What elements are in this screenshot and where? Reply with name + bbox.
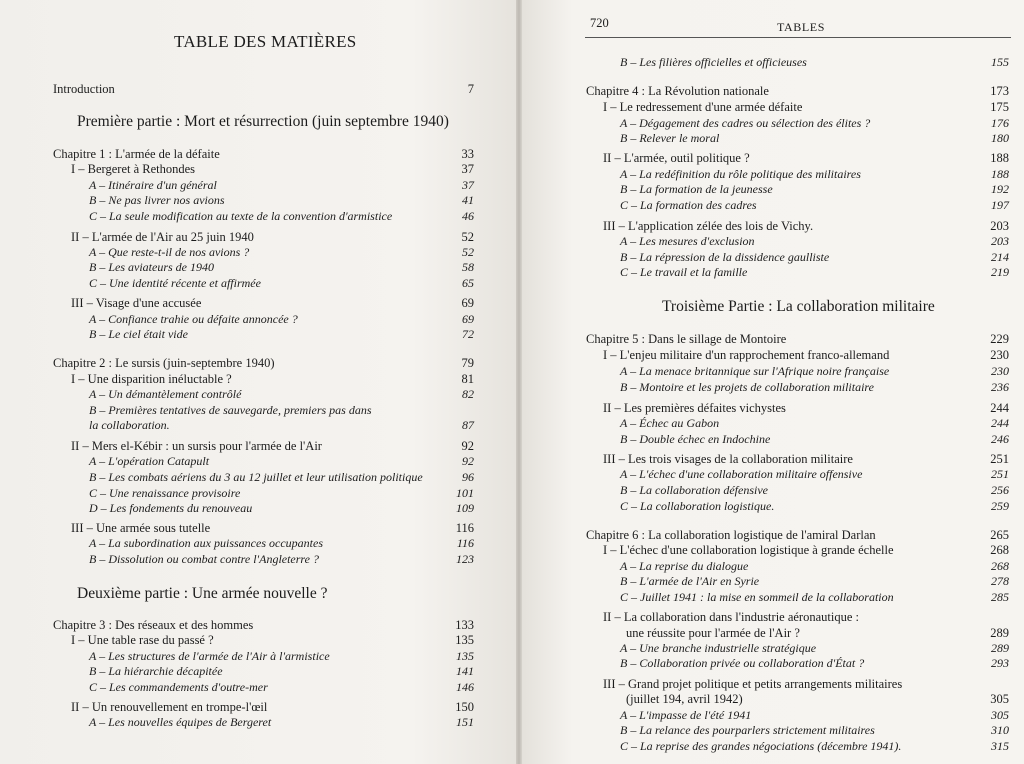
toc-entry-text: A – Dégagement des cadres ou sélection des élites ? bbox=[620, 116, 871, 130]
toc-subsection-entry bbox=[89, 403, 474, 418]
toc-entry-text: A – L'échec d'une collaboration militaire offensive bbox=[620, 467, 863, 481]
toc-page-number: 155 bbox=[991, 55, 1009, 69]
toc-subsection-entry bbox=[89, 454, 474, 469]
toc-entry-text: B – Collaboration privée ou collaboration d'État ? bbox=[620, 656, 865, 670]
toc-page-number: 92 bbox=[461, 439, 474, 453]
toc-page-number: 46 bbox=[462, 209, 474, 223]
running-head-title: TABLES bbox=[777, 20, 825, 34]
toc-subsection-entry bbox=[89, 209, 474, 224]
toc-page-number: 175 bbox=[990, 100, 1009, 114]
toc-page-number: 259 bbox=[991, 499, 1009, 513]
toc-subsection-entry bbox=[89, 276, 474, 291]
toc-section-entry bbox=[603, 348, 1009, 363]
toc-entry-text: D – Les fondements du renouveau bbox=[89, 501, 253, 515]
toc-chapter-entry bbox=[586, 84, 1009, 99]
toc-entry-text: A – La subordination aux puissances occupantes bbox=[89, 536, 323, 550]
toc-entry-text: A – La reprise du dialogue bbox=[620, 559, 749, 573]
toc-subsection-entry bbox=[89, 327, 474, 342]
toc-entries-right bbox=[522, 0, 1024, 764]
toc-entry-text: B – Ne pas livrer nos avions bbox=[89, 193, 225, 207]
toc-entry-text: A – Que reste-t-il de nos avions ? bbox=[89, 245, 250, 259]
toc-page-number: 52 bbox=[461, 230, 474, 244]
toc-entry-text: III – Visage d'une accusée bbox=[71, 296, 202, 310]
toc-entry-text: A – Un démantèlement contrôlé bbox=[89, 387, 242, 401]
toc-entry-text: I – Bergeret à Rethondes bbox=[71, 162, 196, 176]
toc-subsection-entry bbox=[620, 131, 1009, 146]
toc-subsection-entry bbox=[89, 245, 474, 260]
toc-entry-text: II – L'armée de l'Air au 25 juin 1940 bbox=[71, 230, 254, 244]
toc-entry-text: Chapitre 5 : Dans le sillage de Montoire bbox=[586, 332, 787, 346]
toc-page-number: 203 bbox=[991, 234, 1009, 248]
toc-entry-text: B – Double échec en Indochine bbox=[620, 432, 771, 446]
toc-page-number: 268 bbox=[990, 543, 1009, 557]
toc-page-number: 176 bbox=[991, 116, 1009, 130]
toc-chapter-entry bbox=[586, 332, 1009, 347]
toc-subsection-entry bbox=[89, 501, 474, 516]
toc-entry-text: A – Les nouvelles équipes de Bergeret bbox=[89, 715, 272, 729]
toc-page-number: 52 bbox=[462, 245, 474, 259]
toc-page-number: 305 bbox=[991, 708, 1009, 722]
toc-section-entry bbox=[71, 372, 474, 387]
toc-entry-text: C – Les commandements d'outre-mer bbox=[89, 680, 268, 694]
toc-page-number: 151 bbox=[456, 715, 474, 729]
toc-section-entry bbox=[71, 521, 474, 536]
toc-subsection-entry bbox=[620, 416, 1009, 431]
toc-entry-text: B – Montoire et les projets de collaboration militaire bbox=[620, 380, 874, 394]
toc-entry-text: B – Dissolution ou combat contre l'Angleterre ? bbox=[89, 552, 319, 566]
toc-page-number: 188 bbox=[990, 151, 1009, 165]
toc-page-number: 141 bbox=[456, 664, 474, 678]
toc-page-number: 133 bbox=[455, 618, 474, 632]
toc-subsection-entry bbox=[620, 483, 1009, 498]
toc-page-number: 150 bbox=[455, 700, 474, 714]
toc-subsection-entry bbox=[620, 364, 1009, 379]
toc-page-number: 289 bbox=[990, 626, 1009, 640]
toc-page-number: 214 bbox=[991, 250, 1009, 264]
toc-subsection-entry bbox=[620, 656, 1009, 671]
toc-entry-text: I – L'échec d'une collaboration logistique à grande échelle bbox=[603, 543, 894, 557]
toc-section-entry bbox=[603, 151, 1009, 166]
toc-page-number: 310 bbox=[991, 723, 1009, 737]
toc-entry-text: B – Les aviateurs de 1940 bbox=[89, 260, 214, 274]
toc-section-entry bbox=[71, 230, 474, 245]
toc-chapter-entry bbox=[53, 356, 474, 371]
toc-subsection-entry bbox=[89, 536, 474, 551]
toc-subsection-entry bbox=[89, 664, 474, 679]
toc-section-entry bbox=[71, 439, 474, 454]
toc-entry-text: B – L'armée de l'Air en Syrie bbox=[620, 574, 760, 588]
toc-entry-text: II – Mers el-Kébir : un sursis pour l'armée de l'Air bbox=[71, 439, 322, 453]
toc-page-number: 41 bbox=[462, 193, 474, 207]
toc-entry-text: B – La collaboration défensive bbox=[620, 483, 768, 497]
toc-subsection-entry bbox=[89, 470, 474, 485]
toc-section-entry bbox=[626, 626, 1009, 641]
toc-chapter-entry bbox=[586, 528, 1009, 543]
toc-page-number: 285 bbox=[991, 590, 1009, 604]
toc-entry-text: A – La menace britannique sur l'Afrique noire française bbox=[620, 364, 890, 378]
toc-entry-text: A – La redéfinition du rôle politique des militaires bbox=[620, 167, 861, 181]
toc-subsection-entry bbox=[620, 167, 1009, 182]
toc-page-number: 230 bbox=[991, 364, 1009, 378]
toc-entry-text: I – L'enjeu militaire d'un rapprochement franco-allemand bbox=[603, 348, 890, 362]
toc-entry-text: (juillet 194, avril 1942) bbox=[626, 692, 743, 706]
toc-page-number: 289 bbox=[991, 641, 1009, 655]
toc-entry-text: B – La formation de la jeunesse bbox=[620, 182, 773, 196]
toc-subsection-entry bbox=[89, 649, 474, 664]
toc-subsection-entry bbox=[620, 559, 1009, 574]
toc-section-entry bbox=[71, 700, 474, 715]
toc-subsection-entry bbox=[89, 312, 474, 327]
toc-page-number: 229 bbox=[990, 332, 1009, 346]
toc-section-entry bbox=[71, 633, 474, 648]
toc-entry-text: II – Un renouvellement en trompe-l'œil bbox=[71, 700, 268, 714]
toc-page-number: 135 bbox=[455, 633, 474, 647]
toc-entry-text: Chapitre 4 : La Révolution nationale bbox=[586, 84, 769, 98]
toc-page-number: 101 bbox=[456, 486, 474, 500]
right-page bbox=[522, 0, 1024, 764]
toc-entry-text: I – Le redressement d'une armée défaite bbox=[603, 100, 803, 114]
toc-subsection-entry bbox=[620, 234, 1009, 249]
toc-page-number: 33 bbox=[461, 147, 474, 161]
toc-entry-text: A – Confiance trahie ou défaite annoncée ? bbox=[89, 312, 298, 326]
toc-page-number: 72 bbox=[462, 327, 474, 341]
toc-entry-text: B – La relance des pourparlers strictement militaires bbox=[620, 723, 875, 737]
toc-entry-text: une réussite pour l'armée de l'Air ? bbox=[626, 626, 800, 640]
toc-entry-text: C – Le travail et la famille bbox=[620, 265, 748, 279]
toc-subsection-entry bbox=[89, 418, 474, 433]
toc-entry-text: la collaboration. bbox=[89, 418, 170, 432]
toc-entry-text: I – Une disparition inéluctable ? bbox=[71, 372, 232, 386]
toc-entry-text: A – L'opération Catapult bbox=[89, 454, 210, 468]
toc-chapter-entry bbox=[53, 618, 474, 633]
toc-subsection-entry bbox=[620, 182, 1009, 197]
toc-page-number: 96 bbox=[462, 470, 474, 484]
toc-entry-text: C – Une identité récente et affirmée bbox=[89, 276, 261, 290]
toc-section-entry bbox=[603, 677, 1009, 692]
toc-page-number: 146 bbox=[456, 680, 474, 694]
toc-subsection-entry bbox=[620, 198, 1009, 213]
toc-subsection-entry bbox=[89, 387, 474, 402]
toc-chapter-entry bbox=[53, 82, 474, 97]
toc-page-number: 293 bbox=[991, 656, 1009, 670]
toc-subsection-entry bbox=[89, 552, 474, 567]
toc-entry-text: Chapitre 6 : La collaboration logistique de l'amiral Darlan bbox=[586, 528, 876, 542]
toc-page-number: 82 bbox=[462, 387, 474, 401]
toc-page-number: 37 bbox=[462, 178, 474, 192]
toc-section-entry bbox=[71, 162, 474, 177]
toc-entry-text: B – La répression de la dissidence gaulliste bbox=[620, 250, 830, 264]
toc-page-number: 251 bbox=[991, 467, 1009, 481]
toc-subsection-entry bbox=[89, 680, 474, 695]
toc-entry-text: A – L'impasse de l'été 1941 bbox=[620, 708, 752, 722]
toc-section-entry bbox=[626, 692, 1009, 707]
toc-page-number: 69 bbox=[461, 296, 474, 310]
toc-page-number: 278 bbox=[991, 574, 1009, 588]
page-title: TABLE DES MATIÈRES bbox=[174, 32, 357, 51]
toc-page-number: 265 bbox=[990, 528, 1009, 542]
toc-entry-text: C – Juillet 1941 : la mise en sommeil de la collaboration bbox=[620, 590, 894, 604]
toc-section-entry bbox=[603, 610, 1009, 625]
toc-subsection-entry bbox=[89, 178, 474, 193]
toc-subsection-entry bbox=[89, 486, 474, 501]
toc-page-number: 230 bbox=[990, 348, 1009, 362]
toc-page-number: 192 bbox=[991, 182, 1009, 196]
toc-subsection-entry bbox=[620, 432, 1009, 447]
toc-subsection-entry bbox=[620, 265, 1009, 280]
toc-section-entry bbox=[603, 543, 1009, 558]
toc-subsection-entry bbox=[620, 250, 1009, 265]
toc-subsection-entry bbox=[620, 380, 1009, 395]
toc-entry-text: II – Les premières défaites vichystes bbox=[603, 401, 786, 415]
toc-entry-text: A – Une branche industrielle stratégique bbox=[620, 641, 817, 655]
toc-page-number: 92 bbox=[462, 454, 474, 468]
toc-subsection-entry bbox=[89, 193, 474, 208]
toc-subsection-entry bbox=[620, 55, 1009, 70]
toc-section-entry bbox=[603, 219, 1009, 234]
toc-subsection-entry bbox=[89, 260, 474, 275]
toc-subsection-entry bbox=[620, 708, 1009, 723]
toc-section-entry bbox=[603, 452, 1009, 467]
toc-page-number: 315 bbox=[991, 739, 1009, 753]
toc-page-number: 256 bbox=[991, 483, 1009, 497]
toc-entry-text: I – Une table rase du passé ? bbox=[71, 633, 214, 647]
toc-page-number: 219 bbox=[991, 265, 1009, 279]
toc-entry-text: C – Une renaissance provisoire bbox=[89, 486, 241, 500]
toc-page-number: 87 bbox=[462, 418, 474, 432]
toc-page-number: 116 bbox=[455, 521, 474, 535]
toc-page-number: 79 bbox=[461, 356, 474, 370]
toc-entry-text: II – L'armée, outil politique ? bbox=[603, 151, 750, 165]
toc-page-number: 7 bbox=[467, 82, 474, 96]
toc-page-number: 244 bbox=[990, 401, 1009, 415]
toc-page-number: 69 bbox=[462, 312, 474, 326]
toc-page-number: 244 bbox=[991, 416, 1009, 430]
toc-page-number: 236 bbox=[991, 380, 1009, 394]
toc-entry-text: B – La hiérarchie décapitée bbox=[89, 664, 223, 678]
page-number: 720 bbox=[590, 16, 609, 30]
toc-entry-text: C – La collaboration logistique. bbox=[620, 499, 775, 513]
toc-entry-text: II – La collaboration dans l'industrie aéronautique : bbox=[603, 610, 859, 624]
toc-page-number: 116 bbox=[456, 536, 474, 550]
toc-page-number: 135 bbox=[456, 649, 474, 663]
toc-entry-text: III – Une armée sous tutelle bbox=[71, 521, 211, 535]
toc-entry-text: B – Premières tentatives de sauvegarde, premiers pas dans bbox=[89, 403, 372, 417]
toc-subsection-entry bbox=[89, 715, 474, 730]
toc-entry-text: III – Grand projet politique et petits arrangements militaires bbox=[603, 677, 903, 691]
toc-entry-text: B – Les filières officielles et officieuses bbox=[620, 55, 807, 69]
toc-entry-text: A – Itinéraire d'un général bbox=[89, 178, 217, 192]
part-title: Première partie : Mort et résurrection (juin septembre 1940) bbox=[77, 113, 449, 130]
toc-page-number: 246 bbox=[991, 432, 1009, 446]
toc-chapter-entry bbox=[53, 147, 474, 162]
toc-page-number: 305 bbox=[990, 692, 1009, 706]
toc-subsection-entry bbox=[620, 574, 1009, 589]
toc-section-entry bbox=[603, 401, 1009, 416]
toc-page-number: 197 bbox=[991, 198, 1009, 212]
toc-section-entry bbox=[71, 296, 474, 311]
toc-entry-text: C – La formation des cadres bbox=[620, 198, 757, 212]
toc-entry-text: A – Les mesures d'exclusion bbox=[620, 234, 755, 248]
toc-page-number: 180 bbox=[991, 131, 1009, 145]
toc-page-number: 109 bbox=[456, 501, 474, 515]
toc-entry-text: A – Échec au Gabon bbox=[620, 416, 720, 430]
toc-subsection-entry bbox=[620, 723, 1009, 738]
toc-subsection-entry bbox=[620, 467, 1009, 482]
toc-page-number: 188 bbox=[991, 167, 1009, 181]
toc-page-number: 123 bbox=[456, 552, 474, 566]
toc-page-number: 251 bbox=[990, 452, 1009, 466]
toc-subsection-entry bbox=[620, 641, 1009, 656]
toc-entry-text: C – La seule modification au texte de la convention d'armistice bbox=[89, 209, 393, 223]
toc-page-number: 203 bbox=[990, 219, 1009, 233]
toc-entry-text: Chapitre 3 : Des réseaux et des hommes bbox=[53, 618, 254, 632]
toc-entry-text: B – Les combats aériens du 3 au 12 juillet et leur utilisation politique bbox=[89, 470, 423, 484]
toc-page-number: 173 bbox=[990, 84, 1009, 98]
toc-section-entry bbox=[603, 100, 1009, 115]
toc-subsection-entry bbox=[620, 116, 1009, 131]
part-title: Deuxième partie : Une armée nouvelle ? bbox=[77, 585, 328, 602]
toc-entry-text: Chapitre 1 : L'armée de la défaite bbox=[53, 147, 220, 161]
toc-entry-text: C – La reprise des grandes négociations (décembre 1941). bbox=[620, 739, 902, 753]
toc-subsection-entry bbox=[620, 739, 1009, 754]
toc-page-number: 58 bbox=[462, 260, 474, 274]
part-title: Troisième Partie : La collaboration militaire bbox=[662, 298, 935, 315]
toc-subsection-entry bbox=[620, 499, 1009, 514]
toc-entry-text: A – Les structures de l'armée de l'Air à l'armistice bbox=[89, 649, 330, 663]
toc-entry-text: B – Relever le moral bbox=[620, 131, 720, 145]
toc-entry-text: III – Les trois visages de la collaboration militaire bbox=[603, 452, 853, 466]
toc-entry-text: Chapitre 2 : Le sursis (juin-septembre 1940) bbox=[53, 356, 275, 370]
toc-entry-text: B – Le ciel était vide bbox=[89, 327, 188, 341]
toc-page-number: 81 bbox=[461, 372, 474, 386]
toc-page-number: 65 bbox=[462, 276, 474, 290]
toc-entry-text: III – L'application zélée des lois de Vichy. bbox=[603, 219, 814, 233]
toc-entry-text: Introduction bbox=[53, 82, 115, 96]
toc-page-number: 268 bbox=[991, 559, 1009, 573]
toc-page-number: 37 bbox=[461, 162, 474, 176]
toc-subsection-entry bbox=[620, 590, 1009, 605]
